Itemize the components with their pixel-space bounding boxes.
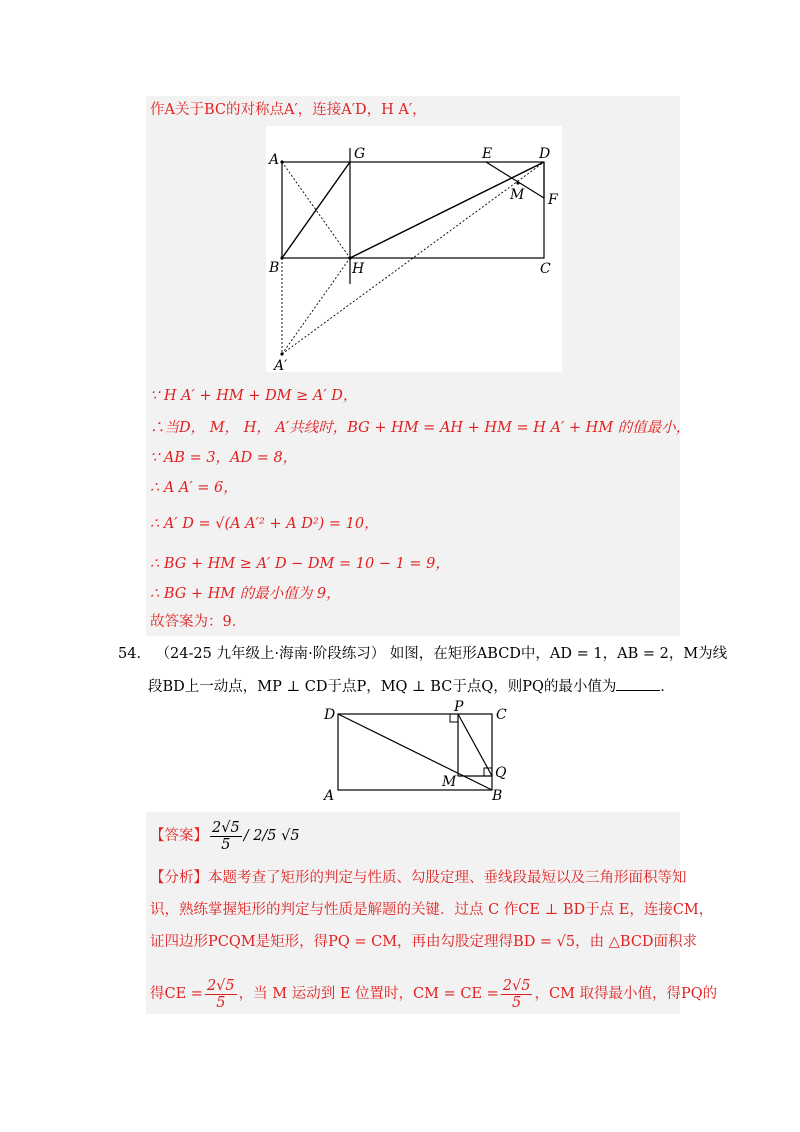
- solution-step-5: ∴ A′ D = √(A A′² + A D²) = 10，: [150, 516, 379, 532]
- fig2-label-q: Q: [495, 765, 507, 781]
- solution-step-2: ∴当D， M， H， A′共线时，BG + HM = AH + HM = H A′ + HM 的值最小，: [150, 420, 691, 436]
- fig2-label-d: D: [324, 707, 336, 723]
- question-54-line-1: [118, 644, 727, 664]
- fig1-label-g: G: [354, 146, 366, 162]
- solution-step-3: ∵ AB = 3，AD = 8，: [150, 450, 298, 466]
- solution-step-6: ∴ BG + HM ≥ A′ D − DM = 10 − 1 = 9，: [150, 556, 450, 572]
- analysis-line-3: 证四边形PCQM是矩形，得PQ = CM，再由勾股定理得BD = √5，由 △BCD面积求: [150, 934, 698, 950]
- fig2-label-c: C: [496, 707, 507, 723]
- question-text-2: 段BD上一动点，MP ⊥ CD于点P，MQ ⊥ BC于点Q，则PQ的最小值为: [148, 679, 617, 695]
- fig1-label-c: C: [540, 261, 551, 277]
- analysis-text-4a: 得CE =: [150, 986, 203, 1002]
- answer-tag: 【答案】: [150, 828, 208, 844]
- solution-step-1: ∵ H A′ + HM + DM ≥ A′ D，: [150, 388, 358, 404]
- fig1-label-d: D: [539, 146, 551, 162]
- analysis-line-1: [150, 868, 687, 888]
- fig1-label-f: F: [548, 192, 558, 208]
- analysis-text-4c: ，CM 取得最小值，得PQ的: [534, 986, 718, 1002]
- fig1-label-e: E: [482, 146, 493, 162]
- answer-fraction: $\frac{2√5}{5}$: [212, 819, 240, 853]
- analysis-line-4: [150, 976, 717, 1012]
- fig1-label-a: A: [269, 152, 280, 168]
- fig2-label-m: M: [442, 774, 457, 790]
- answer-blank: [616, 676, 660, 691]
- solution-line-1: 作A关于BC的对称点A′，连接A′D，H A′，: [150, 102, 427, 118]
- fig2-label-p: P: [454, 700, 464, 715]
- question-number: 54．: [118, 646, 151, 662]
- fig2-label-b: B: [492, 788, 503, 804]
- fig1-label-a-prime: A′: [274, 358, 288, 372]
- question-source: （24-25 九年级上·海南·阶段练习）: [155, 646, 386, 662]
- question-54-line-2: [148, 676, 675, 697]
- fig1-label-m: M: [510, 187, 525, 203]
- fig2-label-a: A: [324, 788, 335, 804]
- analysis-fraction-2: $\frac{2√5}{5}$: [502, 977, 531, 1011]
- figure-2: [316, 700, 516, 804]
- figure-1: [266, 126, 562, 372]
- solution-step-7: ∴ BG + HM 的最小值为 9，: [150, 586, 341, 602]
- answer-alt: / 2/5 √5: [243, 828, 300, 844]
- analysis-line-2: 识，熟练掌握矩形的判定与性质是解题的关键．过点 C 作CE ⊥ BD于点 E，连接CM，: [150, 902, 714, 918]
- question-text-2-end: ．: [660, 679, 675, 695]
- fig1-label-b: B: [269, 260, 280, 276]
- analysis-tag: 【分析】: [150, 870, 208, 886]
- analysis-text-4b: ，当 M 运动到 E 位置时，CM = CE =: [238, 986, 499, 1002]
- question-text-1: 如图，在矩形ABCD中，AD = 1，AB = 2，M为线: [389, 646, 728, 662]
- analysis-fraction-1: $\frac{2√5}{5}$: [206, 977, 235, 1011]
- solution-step-4: ∴ A A′ = 6，: [150, 480, 238, 496]
- analysis-text-1: 本题考查了矩形的判定与性质、勾股定理、垂线段最短以及三角形面积等知: [208, 870, 687, 886]
- answer-line: [150, 818, 300, 854]
- solution-final-answer: 故答案为：9．: [150, 614, 247, 630]
- fig1-label-h: H: [352, 261, 365, 277]
